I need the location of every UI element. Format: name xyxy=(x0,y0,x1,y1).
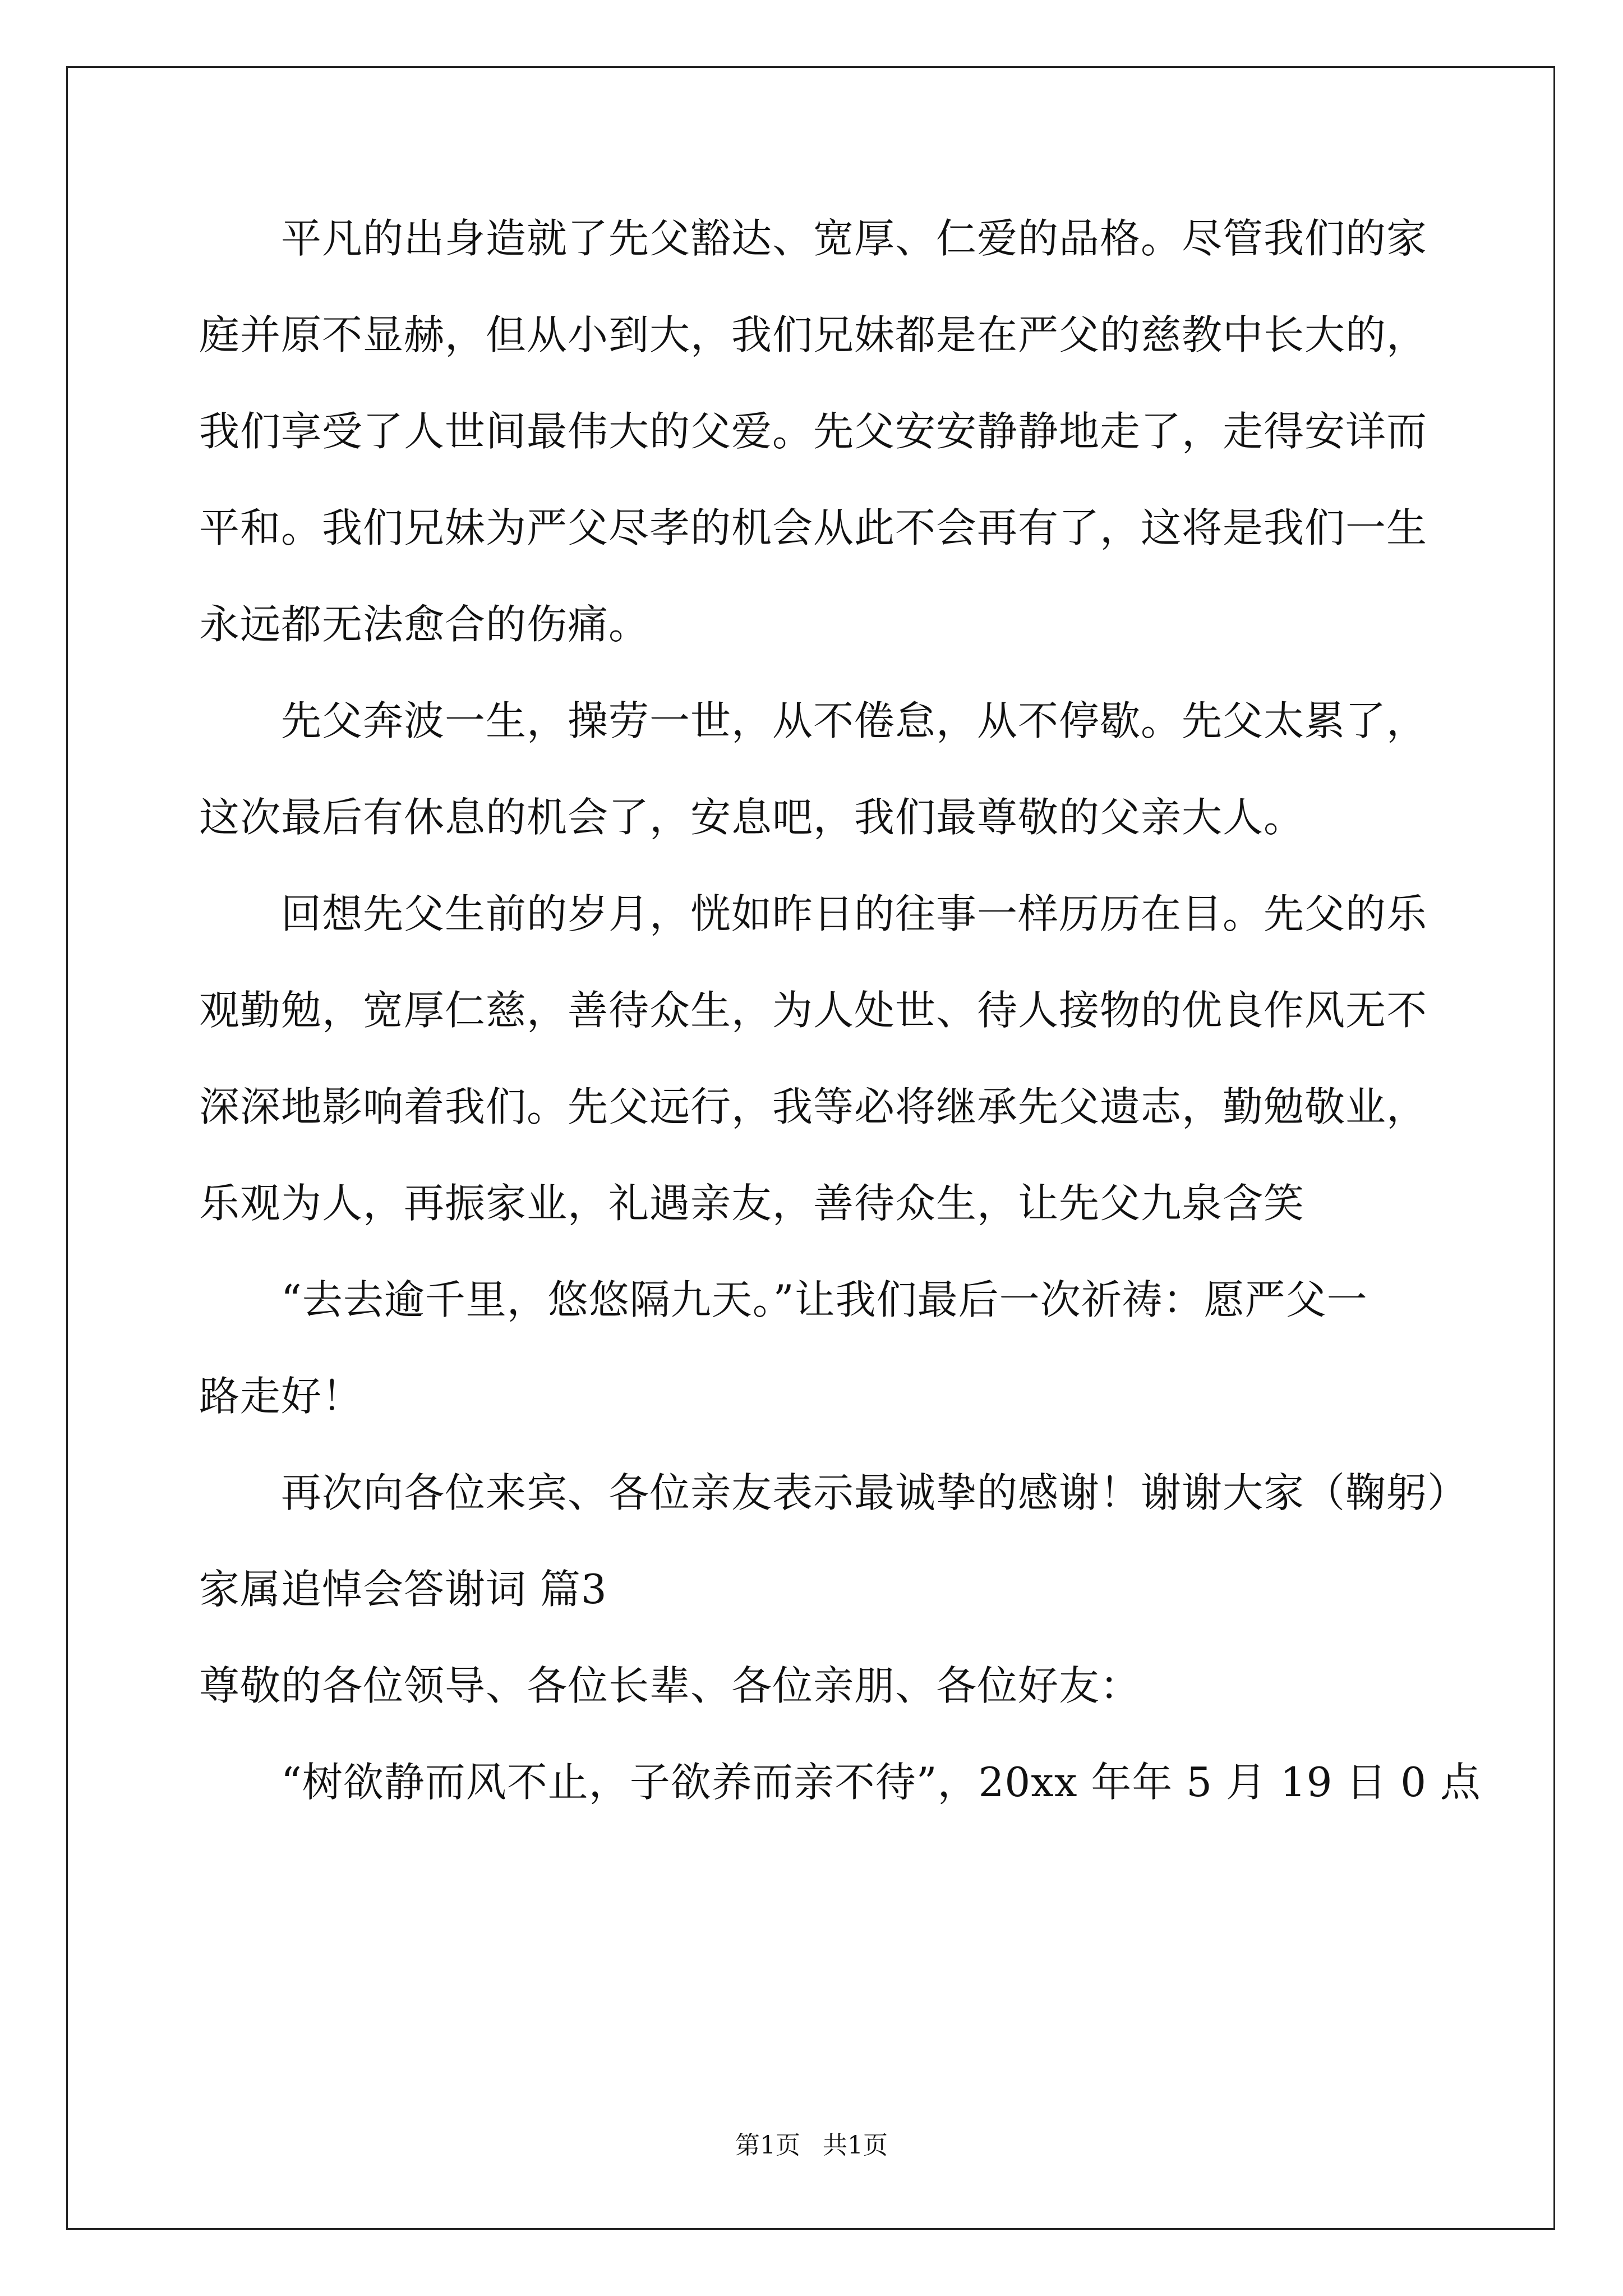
section-heading: 家属追悼会答谢词 篇3 xyxy=(199,1566,607,1613)
salutation: 尊敬的各位领导、各位长辈、各位亲朋、各位好友： xyxy=(199,1662,1141,1709)
page-footer xyxy=(0,2129,1623,2162)
page-border xyxy=(66,66,1555,2230)
text-line: 先父奔波一生，操劳一世，从不倦怠，从不停歇。先父太累了， xyxy=(199,697,1428,744)
text-line: 再次向各位来宾、各位亲友表示最诚挚的感谢！谢谢大家（鞠躬） xyxy=(199,1469,1469,1516)
text-line: 乐观为人，再振家业，礼遇亲友，善待众生，让先父九泉含笑 xyxy=(199,1180,1305,1227)
text-line: 观勤勉，宽厚仁慈，善待众生，为人处世、待人接物的优良作风无不 xyxy=(199,987,1428,1034)
text-line: 永远都无法愈合的伤痛。 xyxy=(199,601,650,648)
text-line: 庭并原不显赫，但从小到大，我们兄妹都是在严父的慈教中长大的， xyxy=(199,311,1428,358)
text-line: 我们享受了人世间最伟大的父爱。先父安安静静地走了，走得安详而 xyxy=(199,408,1428,455)
text-line: 路走好！ xyxy=(199,1373,363,1420)
text-line: 平和。我们兄妹为严父尽孝的机会从此不会再有了，这将是我们一生 xyxy=(199,504,1428,551)
text-line: 这次最后有休息的机会了，安息吧，我们最尊敬的父亲大人。 xyxy=(199,794,1305,841)
text-line: 平凡的出身造就了先父豁达、宽厚、仁爱的品格。尽管我们的家 xyxy=(199,215,1428,262)
page-total: 共1页 xyxy=(823,2131,888,2160)
text-line: 深深地影响着我们。先父远行，我等必将继承先父遗志，勤勉敬业， xyxy=(199,1083,1428,1130)
text-line: “去去逾千里，悠悠隔九天。”让我们最后一次祈祷：愿严父一 xyxy=(199,1276,1368,1323)
text-line: 回想先父生前的岁月，恍如昨日的往事一样历历在目。先父的乐 xyxy=(199,890,1428,937)
text-line: “树欲静而风不止，子欲养而亲不待”，20xx 年年 5 月 19 日 0 点 xyxy=(199,1759,1481,1806)
page-number: 第1页 xyxy=(735,2131,800,2160)
